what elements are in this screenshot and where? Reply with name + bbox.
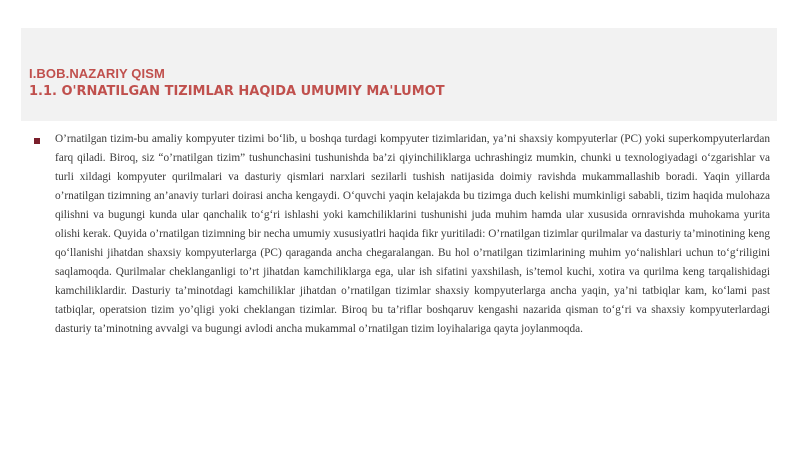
bullet-marker (34, 138, 40, 144)
chapter-title: I.BOB.NAZARIY QISM (29, 66, 165, 81)
section-title: 1.1. O'RNATILGAN TIZIMLAR HAQIDA UMUMIY MA'LUMOT (29, 84, 445, 99)
body-paragraph: O’rnatilgan tizim-bu amaliy kompyuter tizimi bo‘lib, u boshqa turdagi kompyuter tizimlaridan, ya’ni shaxsiy kompyuterlar (PC) yoki superkompyuterlardan farq qiladi. Biroq, siz “o’rnatilgan tizim” tushunchasini tushunishda ba’zi qiyinchiliklarga uchrashingiz mumkin, chunki u texnologiyadagi o‘zgarishlar va turli xildagi kompyuter qurilmalari va dasturiy qismlari narxlari sezilarli tushish natijasida doimiy ravishda mukammallashib boradi. Yaqin yillarda o’rnatilgan tizimning an’anaviy turlari doirasi ancha kengaydi. O‘quvchi yaqin kelajakda bu tizimga duch kelishi mumkinligi sababli, tizim haqida mulohaza qilishni va bugungi kunda ular qanchalik to‘g‘ri ishlashi yoki kamchiliklarini tushunishi juda muhim hamda ular xususida ornravishda muhokama yurita olishi kerak. Quyida o’rnatilgan tizimning bir necha umumiy xususiyatlri haqida fikr yuritiladi: O’rnatilgan tizimlar qurilmalar va dasturiy ta’minotining keng qo‘llanishi jihatdan shaxsiy kompyuterlarga (PC) qaraganda ancha chegaralangan. Bu hol o’rnatilgan tizimlarining muhim yo‘nalishlari uchun to‘g‘riligini saqlamoqda. Qurilmalar cheklanganligi to’rt jihatdan kamchiliklarga ega, ular ish sifatini yaxshilash, is’temol kuchi, xotira va qurilma keng tarqalishidagi kamchiliklardir. Dasturiy ta’minotdagi kamchiliklar jihatdan o’rnatilgan tizimlar shaxsiy kompyuterlarga ancha yaqin, ya’ni tatbiqlar kam, ko‘lami past tatbiqlar, operatsion tizim yo’qligi yoki cheklangan tizimlar. Biroq bu ta’riflar boshqaruv kengashi nazarida qisman to‘g‘ri va shaxsiy kompyuterlardagi dasturiy ta’minotning avvalgi va bugungi avlodi ancha mukammal o’rnatilgan tizim loyihalariga qayta joylanmoqda. (55, 133, 770, 335)
